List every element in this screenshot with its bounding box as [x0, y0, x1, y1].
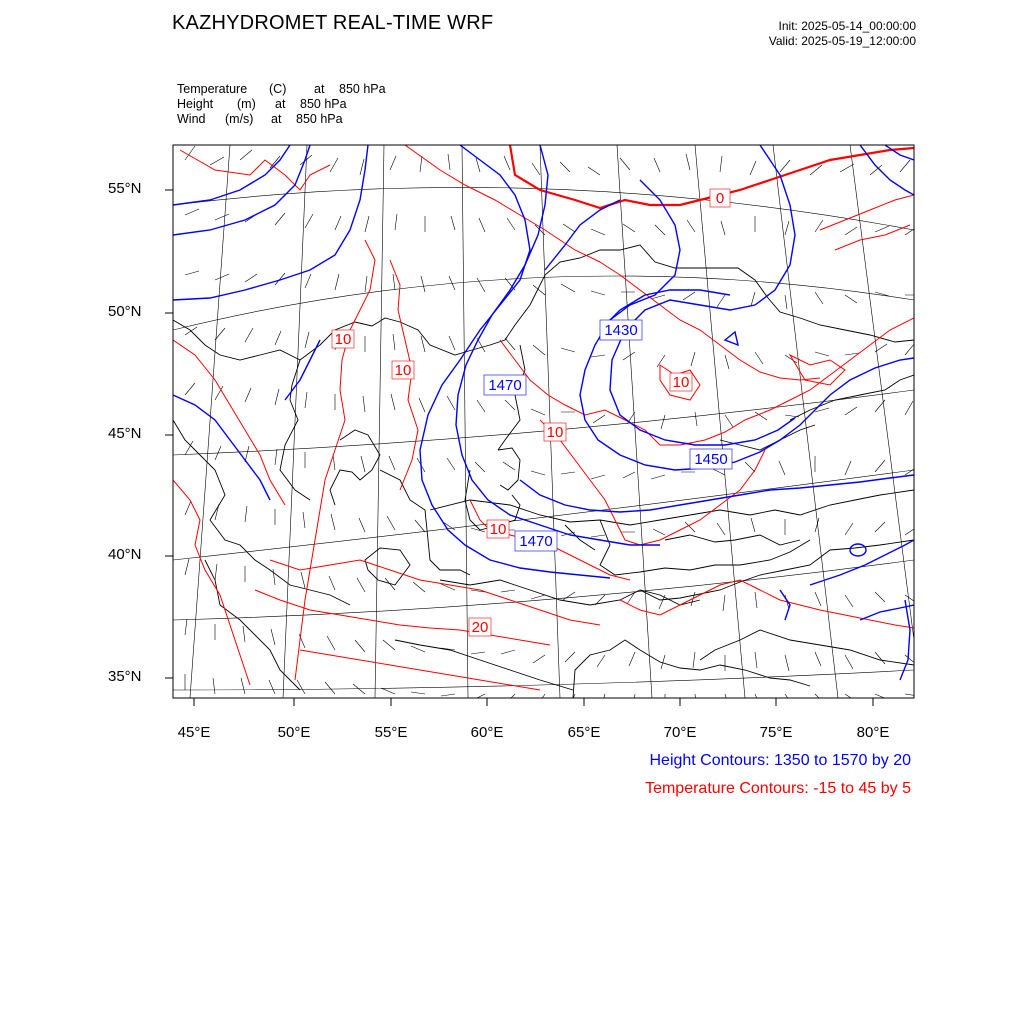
height-label-1430: 1430 — [604, 322, 638, 339]
field-row-temperature: Temperature (C) at 850 hPa — [177, 82, 386, 96]
lat-label-40: 40°N — [108, 546, 142, 563]
lon-label-55: 55°E — [374, 724, 408, 741]
valid-time: Valid: 2025-05-19_12:00:00 — [768, 34, 916, 48]
lon-label-45: 45°E — [177, 724, 211, 741]
lon-label-75: 75°E — [759, 724, 793, 741]
map-title: KAZHYDROMET REAL-TIME WRF — [172, 12, 494, 34]
temp-label-10-central: 10 — [546, 424, 564, 441]
temp-label-10-west: 10 — [334, 331, 352, 348]
temp-label-10-south: 10 — [489, 521, 507, 538]
height-label-1450: 1450 — [694, 451, 728, 468]
temp-label-10-caspian: 10 — [394, 362, 412, 379]
temperature-contour-legend: Temperature Contours: -15 to 45 by 5 — [645, 780, 911, 797]
field-row-wind: Wind (m/s) at 850 hPa — [177, 112, 343, 126]
lon-label-70: 70°E — [663, 724, 697, 741]
lon-label-80: 80°E — [856, 724, 890, 741]
lat-label-55: 55°N — [108, 180, 142, 197]
lat-label-50: 50°N — [108, 303, 142, 320]
lon-label-65: 65°E — [567, 724, 601, 741]
temp-label-0: 0 — [715, 190, 725, 207]
temp-label-10-east: 10 — [672, 374, 690, 391]
temp-label-20: 20 — [471, 619, 489, 636]
lon-label-50: 50°E — [277, 724, 311, 741]
init-time: Init: 2025-05-14_00:00:00 — [778, 19, 916, 33]
lon-label-60: 60°E — [470, 724, 504, 741]
lat-label-35: 35°N — [108, 668, 142, 685]
lat-label-45: 45°N — [108, 425, 142, 442]
height-contour-legend: Height Contours: 1350 to 1570 by 20 — [649, 752, 911, 769]
field-row-height: Height (m) at 850 hPa — [177, 97, 347, 111]
country-borders — [173, 245, 914, 698]
temperature-contours — [173, 145, 914, 690]
height-label-1470-north: 1470 — [488, 377, 522, 394]
height-label-1470-south: 1470 — [519, 533, 553, 550]
